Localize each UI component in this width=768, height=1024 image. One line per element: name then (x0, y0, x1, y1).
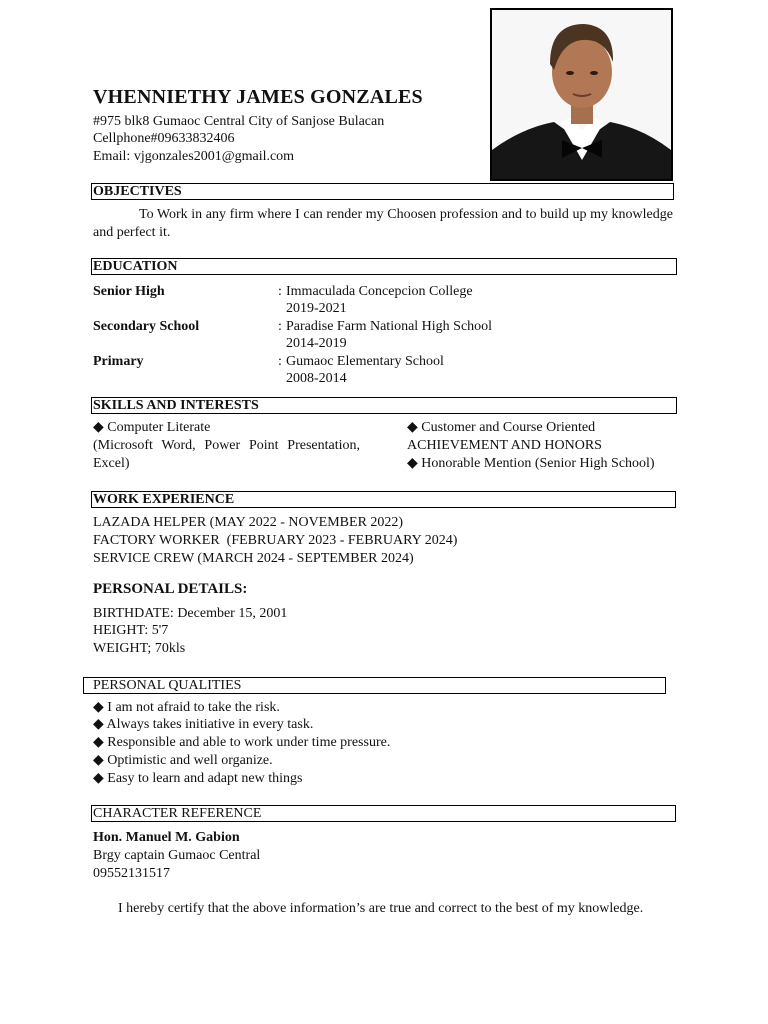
cellphone: Cellphone#09633832406 (93, 131, 235, 146)
personal-qualities-heading: PERSONAL QUALITIES (83, 677, 666, 694)
education-heading: EDUCATION (91, 258, 677, 275)
education-years: 2019-2021 (286, 301, 347, 316)
quality-item: ◆ Always takes initiative in every task. (93, 716, 313, 734)
quality-item: ◆ Optimistic and well organize. (93, 752, 273, 770)
character-reference-heading: CHARACTER REFERENCE (91, 805, 676, 822)
skill-item: ◆ Computer Literate (93, 419, 210, 437)
achievement-heading: ACHIEVEMENT AND HONORS (407, 438, 602, 453)
education-level: Secondary School (93, 319, 200, 334)
personal-detail-item: WEIGHT; 70kls (93, 641, 186, 656)
education-row-primary (93, 353, 673, 387)
skill-detail: (Microsoft Word, Power Point Presentation, Excel) (93, 438, 360, 471)
work-experience-heading: WORK EXPERIENCE (91, 491, 676, 508)
education-level: Senior High (93, 284, 165, 299)
education-row-senior-high (93, 283, 673, 317)
education-row-secondary (93, 318, 673, 352)
interest-item: ◆ Customer and Course Oriented (407, 419, 595, 437)
education-school: Paradise Farm National High School (286, 319, 493, 334)
education-years: 2014-2019 (286, 336, 347, 351)
education-years: 2008-2014 (286, 371, 347, 386)
objectives-heading: OBJECTIVES (91, 183, 674, 200)
certification-statement: I hereby certify that the above information’s are true and correct to the best of my knowledge. (118, 901, 644, 916)
colon: : (278, 284, 282, 299)
education-level: Primary (93, 354, 144, 369)
skills-heading: SKILLS AND INTERESTS (91, 397, 677, 414)
colon: : (278, 319, 282, 334)
email: Email: vjgonzales2001@gmail.com (93, 149, 295, 164)
work-item: FACTORY WORKER (FEBRUARY 2023 - FEBRUARY 2024) (93, 533, 458, 548)
profile-photo (490, 8, 673, 181)
personal-details-heading: PERSONAL DETAILS: (93, 581, 248, 597)
applicant-name: VHENNIETHY JAMES GONZALES (93, 86, 423, 108)
objectives-text: To Work in any firm where I can render my Choosen profession and to build up my knowledge and perfect it. (93, 207, 673, 240)
personal-detail-item: HEIGHT: 5'7 (93, 623, 169, 638)
reference-phone: 09552131517 (93, 866, 170, 881)
portrait-image (492, 10, 671, 179)
quality-item: ◆ Easy to learn and adapt new things (93, 770, 302, 788)
quality-item: ◆ I am not afraid to take the risk. (93, 699, 280, 717)
education-school: Immaculada Concepcion College (286, 284, 473, 299)
work-item: SERVICE CREW (MARCH 2024 - SEPTEMBER 2024) (93, 551, 414, 566)
achievement-item: ◆ Honorable Mention (Senior High School) (407, 455, 655, 473)
work-item: LAZADA HELPER (MAY 2022 - NOVEMBER 2022) (93, 515, 404, 530)
quality-item: ◆ Responsible and able to work under time pressure. (93, 734, 390, 752)
education-school: Gumaoc Elementary School (286, 354, 444, 369)
address: #975 blk8 Gumaoc Central City of Sanjose Bulacan (93, 114, 385, 129)
personal-detail-item: BIRTHDATE: December 15, 2001 (93, 606, 288, 621)
reference-position: Brgy captain Gumaoc Central (93, 848, 261, 863)
reference-name: Hon. Manuel M. Gabion (93, 830, 240, 845)
colon: : (278, 354, 282, 369)
